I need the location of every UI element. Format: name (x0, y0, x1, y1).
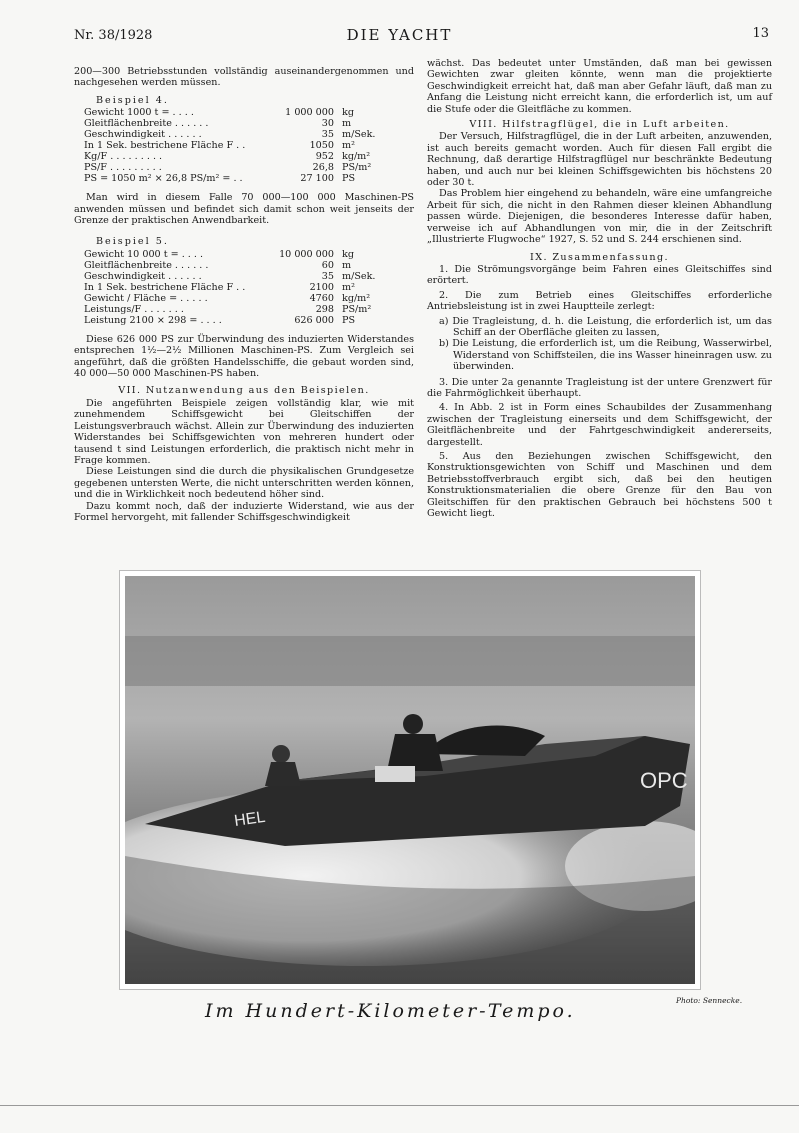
calc-value: 60 (321, 259, 334, 271)
calc-row (84, 260, 382, 271)
calc-label: Gewicht 10 000 t = . . . . (84, 248, 204, 260)
magazine-title: DIE YACHT (346, 26, 453, 44)
calc-value: 952 (315, 151, 334, 163)
calc-row (84, 162, 382, 173)
photo-caption: Im Hundert-Kilometer-Tempo. (205, 1000, 576, 1022)
example-5-heading: Beispiel 5. (96, 236, 169, 248)
calc-label: Geschwindigkeit . . . . . . (84, 129, 202, 141)
calc-value: 2100 (309, 281, 334, 293)
calc-unit: PS/m² (342, 303, 372, 315)
example-4-table (84, 107, 382, 184)
section-7-paragraph-2: Diese Leistungen sind die durch die physikalischen Grundgesetze gegebenen untersten Werte, die nicht unterschritten werden können, und die in Wirklichkeit noch bedeutend höher sind. (74, 466, 414, 501)
calc-unit: kg/m² (342, 151, 371, 163)
calc-unit: kg (342, 107, 354, 119)
left-column (74, 66, 414, 523)
calc-label: Gewicht / Fläche = . . . . . (84, 292, 208, 304)
calc-value: 298 (315, 303, 334, 315)
calc-label: Gewicht 1000 t = . . . . (84, 107, 194, 119)
section-7-paragraph-3: Dazu kommt noch, daß der induzierte Widerstand, wie aus der Formel hervorgeht, mit fallender Schiffsgeschwindigkeit (74, 500, 414, 523)
summary-point-2: 2. Die zum Betrieb eines Gleitschiffes erforderliche Antriebsleistung ist in zwei Hauptteile zerlegt: (427, 289, 772, 313)
calc-label: Leistung 2100 × 298 = . . . . (84, 314, 222, 326)
calc-label: PS = 1050 m² × 26,8 PS/m² = . . (84, 173, 243, 185)
calc-value: 10 000 000 (279, 248, 334, 260)
calc-value: 626 000 (294, 314, 334, 326)
calc-value: 35 (321, 270, 334, 282)
calc-unit: PS (342, 173, 356, 185)
calc-row (84, 151, 382, 162)
summary-point-3: 3. Die unter 2a genannte Tragleistung ist der untere Grenzwert für die Fahrmöglichkeit überhaupt. (427, 376, 772, 399)
bow-lettering: HEL (233, 808, 267, 830)
section-7-paragraph-1: Die angeführten Beispiele zeigen vollständig klar, wie mit zunehmendem Schiffsgewicht bei Gleitschiffen der Leistungsverbrauch wächst. Allein zur Überwindung des induzierten Widerstandes bei Schiffsgewichten von mehreren hundert oder tausend t sind Leistungen erforderlich, die praktisch nicht mehr in Frage kommen. (74, 397, 414, 466)
calc-row (84, 118, 382, 129)
speedboat-photo-frame (119, 570, 701, 990)
calc-unit: PS/m² (342, 162, 372, 174)
bottom-rule (0, 1105, 799, 1106)
calc-label: PS/F . . . . . . . . . (84, 162, 162, 174)
section-8-paragraph-2: Das Problem hier eingehend zu behandeln, wäre eine umfangreiche Arbeit für sich, die nicht in den Rahmen dieser kleinen Abhandlung passen würde. Diejenigen, die besonderes Interesse dafür haben, verweise ich auf Abhandlungen von mir, die in der Zeitschrift „Illustrierte Flugwoche“ 1927, S. 52 und S. 244 erschienen sind. (427, 188, 772, 246)
calc-unit: kg (342, 248, 354, 260)
calc-value: 35 (321, 129, 334, 141)
calc-value: 1050 (309, 140, 334, 152)
calc-label: Gleitflächenbreite . . . . . . (84, 118, 209, 130)
calc-row (84, 129, 382, 140)
calc-value: 4760 (309, 292, 334, 304)
continued-paragraph: wächst. Das bedeutet unter Umständen, daß man bei gewissen Gewichten zwar gleiten könnte, wenn man die projektierte Geschwindigkeit erreicht hat, daß man aber Gefahr läuft, daß man zu Anfang die Leistung nicht erreicht kann, die erforderlich ist, um auf die Stufe oder die Gleitfläche zu kommen. (427, 58, 772, 115)
section-8-heading: VIII. Hilfstragflügel, die in Luft arbeiten. (469, 119, 730, 131)
calc-label: Geschwindigkeit . . . . . . (84, 270, 202, 282)
example-5-paragraph: Diese 626 000 PS zur Überwindung des induzierten Widerstandes entsprechen 1½—2½ Millionen Maschinen-PS. Zum Vergleich sei angeführt, daß die größten Handelsschiffe, die gebaut worden sind, 40 000—50 000 Maschinen-PS haben. (74, 333, 414, 380)
calc-label: In 1 Sek. bestrichene Fläche F . . (84, 281, 246, 293)
example-4-paragraph: Man wird in diesem Falle 70 000—100 000 Maschinen-PS anwenden müssen und befindet sich damit schon weit jenseits der Grenze der praktischen Anwendbarkeit. (74, 192, 414, 227)
section-8-paragraph-1: Der Versuch, Hilfstragflügel, die in der Luft arbeiten, anzuwenden, ist auch bereits gemacht worden. Auch für diesen Fall ergibt die Rechnung, daß derartige Hilfstragflügel nur beschränkte Bedeutung haben, und auch nur bei kleinen Schiffsgewichten bis höchstens 20 oder 30 t. (427, 131, 772, 189)
photo-credit: Photo: Sennecke. (676, 996, 743, 1005)
hull-lettering: OPC (640, 768, 688, 793)
summary-point-5: 5. Aus den Beziehungen zwischen Schiffsgewicht, den Konstruktionsgewichten von Schiff und Maschinen und dem Betriebsstoffverbrauch ergibt sich, daß bei den heutigen Konstruktionsmaterialien die obere Grenze für den Bau von Gleitschiffen für den praktischen Gebrauch bei höchstens 500 t Gewicht liegt. (427, 451, 772, 520)
calc-row (84, 271, 382, 282)
calc-unit: kg/m² (342, 292, 371, 304)
calc-label: Gleitflächenbreite . . . . . . (84, 259, 209, 271)
section-7-heading: VII. Nutzanwendung aus den Beispielen. (118, 385, 370, 397)
section-9-heading: IX. Zusammenfassung. (530, 251, 669, 263)
summary-point-2a: a) Die Tragleistung, d. h. die Leistung, die erforderlich ist, um das Schiff an der Oberfläche gleiten zu lassen, (439, 315, 772, 338)
calc-row (84, 173, 382, 184)
calc-unit: m (342, 118, 352, 130)
intro-paragraph: 200—300 Betriebsstunden vollständig auseinandergenommen und nachgesehen werden müssen. (74, 66, 414, 89)
page-number: 13 (752, 26, 769, 41)
calc-unit: m² (342, 140, 355, 152)
summary-point-2b: b) Die Leistung, die erforderlich ist, um die Reibung, Wasserwirbel, Widerstand von Schiffsteilen, die ins Wasser hineinragen usw. zu überwinden. (439, 338, 772, 373)
right-column (427, 58, 772, 519)
calc-row (84, 315, 382, 326)
calc-row (84, 249, 382, 260)
calc-unit: m (342, 259, 352, 271)
issue-number: Nr. 38/1928 (74, 28, 153, 43)
calc-unit: m/Sek. (342, 270, 376, 282)
calc-value: 30 (321, 118, 334, 130)
calc-row (84, 140, 382, 151)
calc-value: 26,8 (312, 162, 334, 174)
calc-label: In 1 Sek. bestrichene Fläche F . . (84, 140, 246, 152)
calc-row (84, 293, 382, 304)
calc-row (84, 282, 382, 293)
calc-label: Leistungs/F . . . . . . . (84, 303, 184, 315)
example-5-table (84, 249, 382, 326)
calc-value: 27 100 (300, 173, 334, 185)
summary-point-1: 1. Die Strömungsvorgänge beim Fahren eines Gleitschiffes sind erörtert. (427, 263, 772, 287)
summary-point-4: 4. In Abb. 2 ist in Form eines Schaubildes der Zusammenhang zwischen der Tragleistung einerseits und dem Schiffsgewicht, der Gleitflächenbreite und der Fahrtgeschwindigkeit andererseits, dargestellt. (427, 402, 772, 448)
example-4-heading: Beispiel 4. (96, 94, 169, 106)
calc-unit: m² (342, 281, 355, 293)
calc-label: Kg/F . . . . . . . . . (84, 151, 163, 163)
calc-row (84, 304, 382, 315)
calc-unit: m/Sek. (342, 129, 376, 141)
calc-value: 1 000 000 (285, 107, 334, 119)
calc-unit: PS (342, 314, 356, 326)
calc-row (84, 107, 382, 118)
speedboat-photo (125, 576, 695, 984)
